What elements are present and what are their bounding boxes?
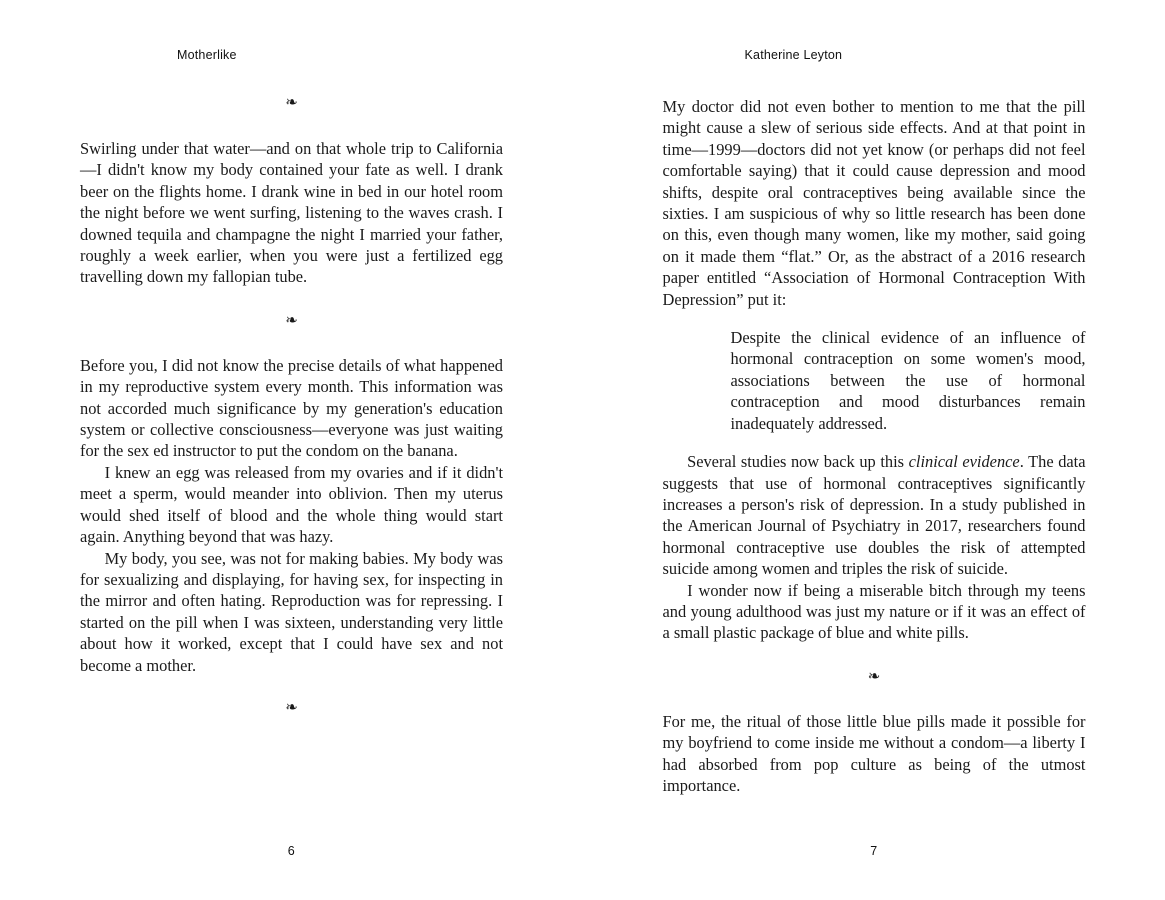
paragraph: I knew an egg was released from my ovaries and if it didn't meet a sperm, would meander into oblivion. Then my uterus would shed itself of blood and the whole thing would start again. Anything beyond that was hazy. (80, 462, 503, 547)
page-number-right: 7 (870, 844, 878, 858)
paragraph: My doctor did not even bother to mention to me that the pill might cause a slew of serious side effects. And at that point in time—1999—doctors did not yet know (or perhaps did not feel comfortable saying) that it could cause depression and mood shifts, despite oral contraceptives being available since the sixties. I am suspicious of why so little research has been done on this, even though many women, like my mother, said going on it made them “flat.” Or, as the abstract of a 2016 research paper entitled “Association of Hormonal Contraception With Depression” put it: (662, 97, 1086, 309)
ornament-icon: ❧ (285, 699, 298, 716)
paragraph: For me, the ritual of those little blue pills made it possible for my boyfriend to come inside me without a condom—a liberty I had absorbed from pop culture as being of the utmost importance. (662, 711, 1086, 795)
ornament-icon: ❧ (867, 668, 881, 685)
paragraph-text-pre: Several studies now back up this (687, 452, 909, 472)
paragraph: Swirling under that water—and on that whole trip to California—I didn't know my body contained your fate as well. I drank beer on the flights home. I drank wine in bed in our hotel room the night before we went surfing, listening to the waves crash. I downed tequila and champagne the night I married your father, roughly a week earlier, when you were just a fertilized egg travelling down my fallopian tube. (80, 139, 503, 287)
ornament-icon: ❧ (285, 312, 298, 329)
paragraph-text-italic: clinical evidence (908, 452, 1020, 472)
page-right (583, 0, 1165, 900)
paragraph: I wonder now if being a miserable bitch through my teens and young adulthood was just my nature or if it was an effect of a small plastic package of blue and white pills. (662, 580, 1086, 643)
paragraph: My body, you see, was not for making babies. My body was for sexualizing and displaying, for having sex, for inspecting in the mirror and often hating. Reproduction was for repressing. I started on the pill when I was sixteen, understanding very little about how it worked, except that I could have sex and not become a mother. (80, 548, 503, 675)
left-page-text-column (80, 96, 503, 716)
paragraph-text-post: . The data suggests that use of hormonal contraceptives significantly increases a person's risk of depression. In a study published in the American Journal of Psychiatry in 2017, researchers found hormonal contraceptive use doubles the risk of attempted suicide among women and triples the risk of suicide. (662, 452, 1086, 579)
block-quote (663, 327, 1086, 434)
running-head-right: Katherine Leyton (744, 48, 843, 62)
block-quote-text: Despite the clinical evidence of an influence of hormonal contraception on some women's mood, associations between the use of hormonal contraception and mood disturbances remain inadequately addressed. (730, 328, 1086, 433)
running-head-left: Motherlike (177, 48, 237, 62)
paragraph (663, 451, 1086, 579)
page-number-left: 6 (287, 844, 295, 858)
ornament-icon: ❧ (285, 95, 298, 111)
right-page-text-column (663, 96, 1086, 796)
paragraph: Before you, I did not know the precise details of what happened in my reproductive system every month. This information was not accorded much significance by my generation's education system or collective consciousness—everyone was just waiting for the sex ed instructor to put the condom on the banana. (80, 355, 503, 461)
